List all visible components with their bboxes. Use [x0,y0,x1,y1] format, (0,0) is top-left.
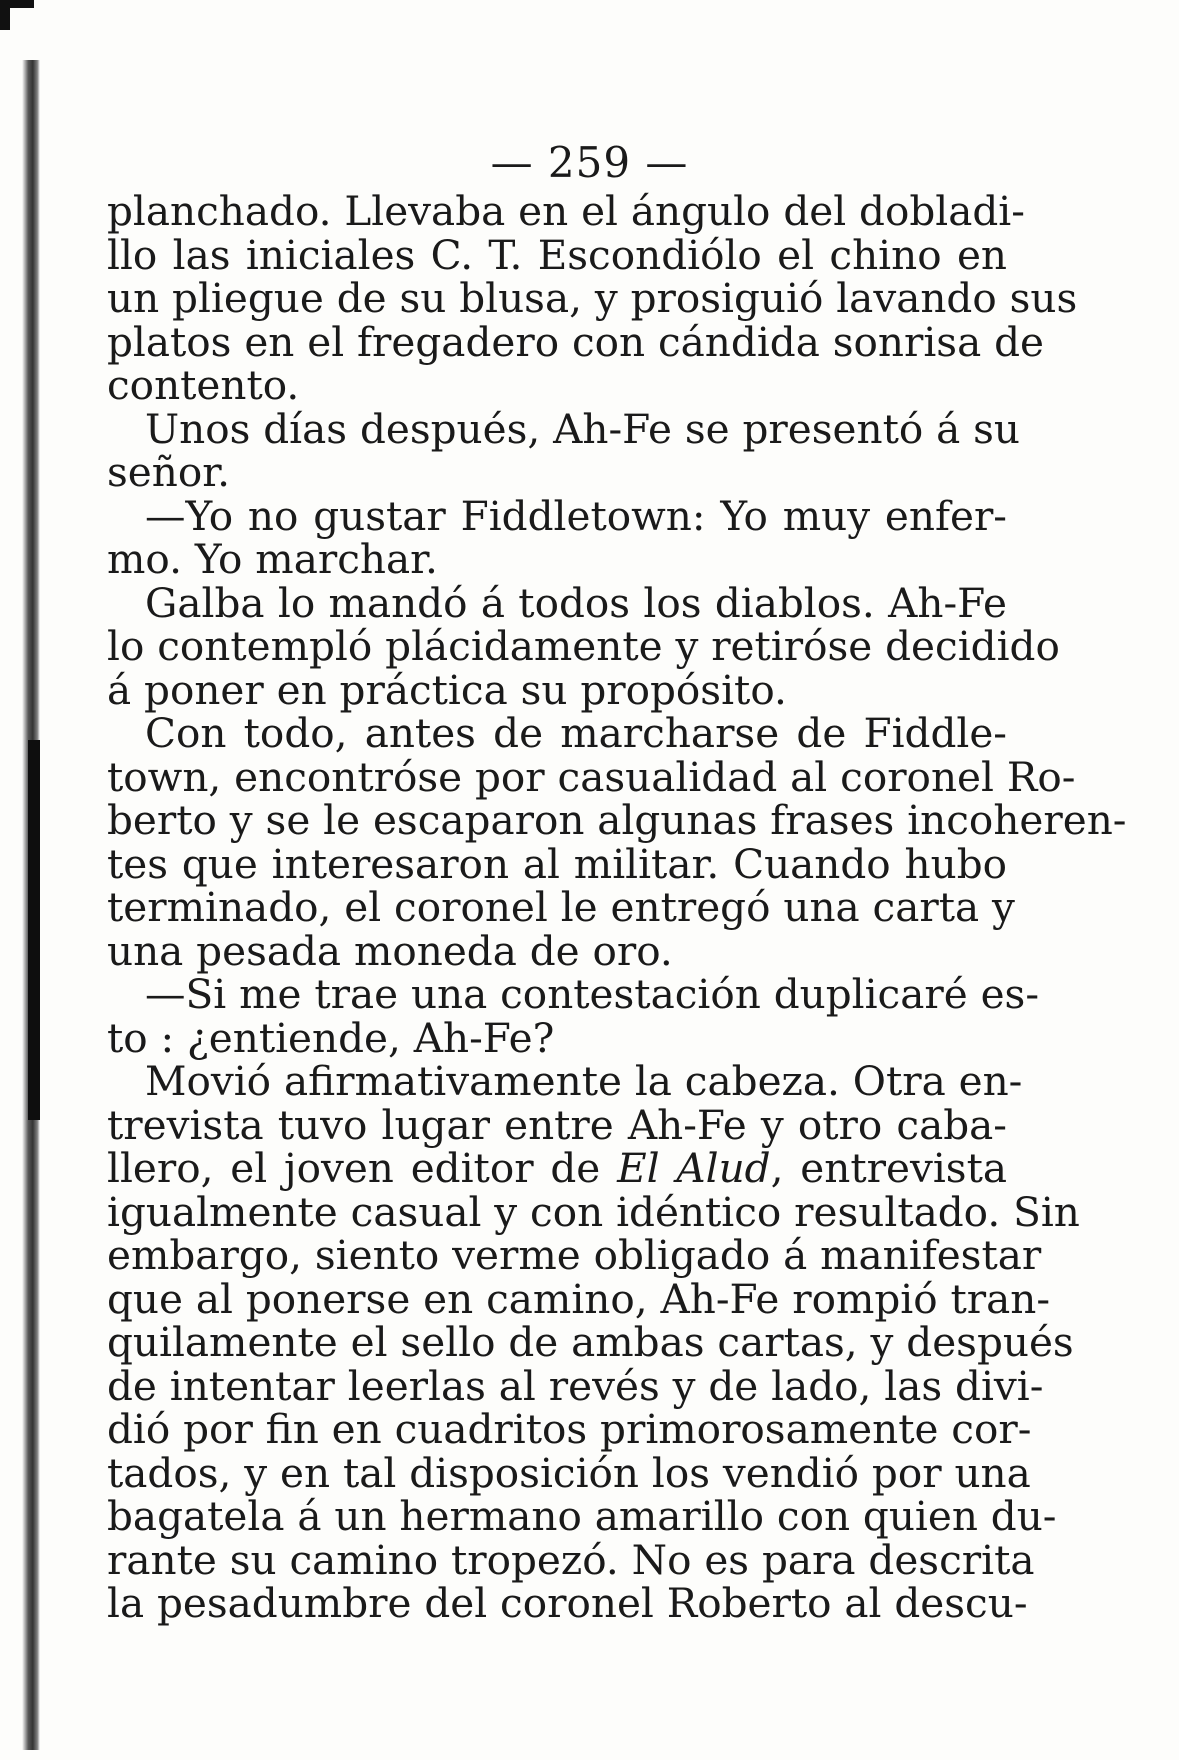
text-line: llo las iniciales C. T. Escondiólo el chino en [107,230,1007,279]
text-line: Unos días después, Ah-Fe se presentó á su [145,404,1021,453]
text-fragment: , entrevista [770,1144,1007,1192]
text-line: platos en el fregadero con cándida sonrisa de [107,317,1044,366]
text-line: Galba lo mandó á todos los diablos. Ah-Fe [145,578,1007,627]
text-line: —Yo no gustar Fiddletown: Yo muy enfer- [145,491,1007,540]
text-line: bagatela á un hermano amarillo con quien du- [107,1492,1057,1540]
text-line: tados, y en tal disposición los vendió por una [107,1448,1031,1497]
text-line: Con todo, antes de marcharse de Fiddle- [145,709,1007,757]
text-line: contento. [107,361,300,409]
text-line: terminado, el coronel le entregó una carta y [107,883,1015,931]
text-line: embargo, siento verme obligado á manifestar [107,1231,1042,1279]
text-line: mo. Yo marchar. [107,535,438,583]
text-line: planchado. Llevaba en el ángulo del dobladi- [107,187,1025,235]
text-line: lo contempló plácidamente y retiróse decidido [107,622,1060,670]
text-line: berto y se le escaparon algunas frases incoheren- [107,796,1127,844]
text-line: —Si me trae una contestación duplicaré es- [145,970,1040,1018]
text-line: dió por fin en cuadritos primorosamente cor- [107,1405,1032,1453]
text-line: señor. [107,448,231,496]
text-line: á poner en práctica su propósito. [107,665,787,714]
text-line: una pesada moneda de oro. [107,926,673,975]
text-line: to : ¿entiende, Ah-Fe? [107,1013,555,1062]
binding-shadow-dark [28,740,40,1120]
text-line-with-title [107,1144,1007,1192]
newspaper-title: El Alud [617,1144,771,1192]
text-fragment: llero, el joven editor de [107,1144,618,1192]
body-text [107,187,1127,1627]
text-line: igualmente casual y con idéntico resultado. Sin [107,1187,1080,1236]
text-line: un pliegue de su blusa, y prosiguió lavando sus [107,274,1078,322]
page-number: — 259 — [490,138,689,187]
text-line: tes que interesaron al militar. Cuando hubo [107,839,1007,888]
text-line: que al ponerse en camino, Ah-Fe rompió tran- [107,1274,1051,1323]
text-line: trevista tuvo lugar entre Ah-Fe y otro caba- [107,1100,1007,1149]
text-line: Movió afirmativamente la cabeza. Otra en- [145,1057,1023,1105]
text-line: la pesadumbre del coronel Roberto al descu- [107,1579,1028,1627]
text-line: rante su camino tropezó. No es para descrita [107,1535,1035,1584]
text-line: de intentar leerlas al revés y de lado, las divi- [107,1361,1044,1410]
text-line: town, encontróse por casualidad al coronel Ro- [107,752,1076,801]
text-line: quilamente el sello de ambas cartas, y después [107,1318,1074,1366]
corner-crop-mark [0,0,34,30]
